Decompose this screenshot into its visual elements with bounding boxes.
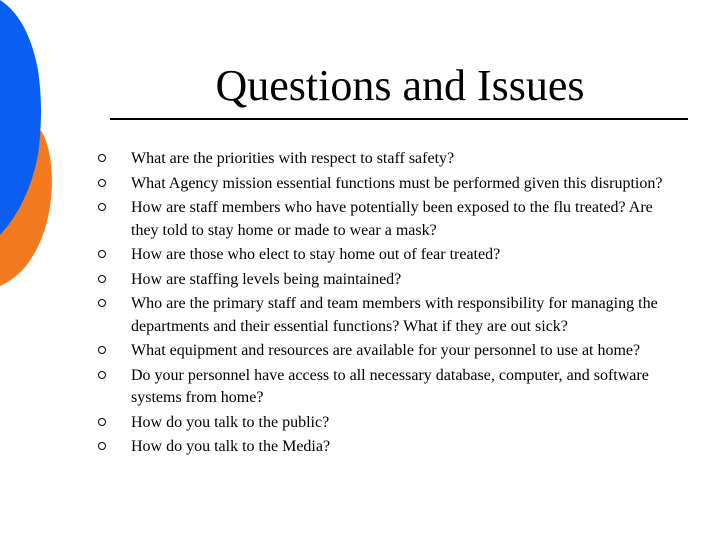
list-item [98, 269, 668, 292]
decorative-corner-shapes [0, 0, 60, 300]
bullet-circle-icon [98, 154, 106, 162]
list-item-text: How are those who elect to stay home out of fear treated? [131, 246, 501, 263]
list-item [98, 148, 668, 171]
list-item-text: How do you talk to the Media? [131, 438, 331, 455]
bullet-circle-icon [98, 442, 106, 450]
list-item [98, 340, 668, 363]
list-item-text: How are staffing levels being maintained? [131, 270, 402, 288]
list-item [98, 244, 668, 267]
list-item-text: How do you talk to the public? [131, 413, 330, 431]
list-item [98, 173, 668, 196]
list-item-text: What Agency mission essential functions must be performed given this disruption? [131, 174, 663, 192]
bullet-circle-icon [98, 346, 106, 354]
bullet-circle-icon [98, 371, 106, 379]
list-item [98, 293, 668, 338]
bullet-circle-icon [98, 275, 106, 283]
bullet-circle-icon [98, 203, 106, 211]
list-item-text: Do your personnel have access to all necessary database, computer, and software systems from home? [131, 366, 649, 406]
bullet-circle-icon [98, 418, 106, 426]
bullet-circle-icon [98, 250, 106, 258]
list-item [98, 436, 668, 459]
questions-list [98, 148, 668, 461]
bullet-circle-icon [98, 299, 106, 307]
list-item-text: What are the priorities with respect to staff safety? [131, 150, 455, 167]
bullet-circle-icon [98, 179, 106, 187]
slide-title: Questions and Issues [215, 61, 585, 110]
list-item-text: How are staff members who have potentially been exposed to the flu treated? Are they told to stay home or made to wear a mask? [131, 199, 653, 239]
list-item-text: What equipment and resources are available for your personnel to use at home? [131, 342, 641, 359]
list-item-text: Who are the primary staff and team members with responsibility for managing the departments and their essential functions? What if they are out sick? [131, 295, 658, 335]
title-divider [110, 118, 688, 120]
list-item [98, 412, 668, 435]
list-item [98, 197, 668, 242]
list-item [98, 365, 668, 410]
